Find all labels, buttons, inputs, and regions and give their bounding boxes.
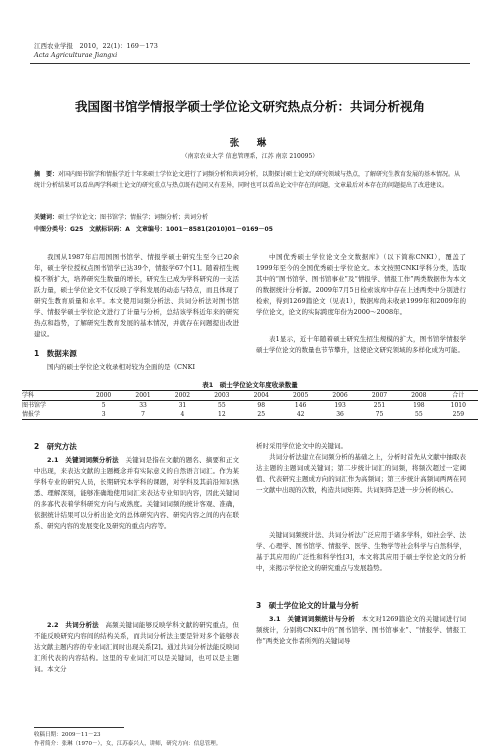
table-cell: 198 — [413, 402, 425, 409]
table-cell: 98 — [257, 402, 266, 409]
table-header-cell: 学科 — [22, 392, 35, 399]
table-cell: 图书馆学 — [22, 402, 47, 409]
abstract-text: 对国内图书馆学和情报学近十年来硕士学位论文进行了词频分析和共词分析，以期探讨硕士论文的研究领域与热点，了解研究生教育发展的基本情况。从统计分析结果可以看出两学科硕士论文的研究重点与热点既有趋同又有差异，同时也可以看出论文中存在的问题，文章最后对本存在的问题提出了改进建议。 — [34, 171, 461, 189]
table-header-cell: 2006 — [332, 392, 348, 399]
table-header-cell: 2007 — [371, 392, 388, 399]
section-2-heading: 2 研究方法 — [34, 442, 77, 451]
keywords — [34, 213, 464, 224]
data-source-paragraph: 中国优秀硕士学位论文全文数据库》（以下简称CNKI），覆盖了1999年至今的全国优秀硕士学位论文。本文按照CNKI学科分类，选取其中的“图书馆学、图书馆事业”及“情报学、情报工作”两类数据作为本文的数据统计分析源。2009年7月5日检索该库中存在上述两类中分别进行检索，得到1269篇论文（见表1），数据库尚未收录1999年和2009年的学位论文，论文的实际跨度年份为2000～2008年。 — [256, 253, 466, 316]
table-header-cell: 2005 — [293, 392, 309, 399]
table-header-cell: 合计 — [452, 392, 465, 399]
table-header-cell: 2002 — [174, 392, 191, 399]
table-cell: 75 — [375, 411, 384, 418]
table-cell: 12 — [218, 411, 226, 418]
method-application-paragraph: 关键词词频统计法、共词分析法广泛应用于诸多学科，如社会学、法学、心理学、图书馆学、情报学、医学、生物学等社会科学与自然科学，基于其应用的广泛性和科学性[3]，本文将其应用于硕士学位论文的分析中，来揭示学位论文的研究重点与发展趋势。 — [256, 531, 466, 572]
keywords-text: 硕士学位论文；图书馆学；情报学；词频分析；共词分析 — [58, 214, 209, 221]
table-header-cell: 2008 — [411, 392, 427, 399]
author-bio: 作者简介：张琳（1970－），女，江苏泰兴人，讲师，研究方向：信息管理。 — [34, 741, 222, 747]
table-row — [22, 410, 478, 420]
section-1-text: 国内的硕士学位论文收录相对较为全面的是《CNKI — [47, 363, 196, 371]
subsection-2-1-heading: 2.1 关键词词频分析法 — [47, 456, 119, 464]
table-summary-paragraph: 表1显示，近十年随着硕士研究生招生规模的扩大，图书馆学情报学硕士学位论文的数量也节节攀升，这使论文研究领域的多样化成为可能。 — [256, 335, 466, 354]
table-cell: 146 — [294, 402, 307, 409]
abstract — [34, 170, 464, 191]
subsection-2-2-heading: 2.2 共词分析法 — [47, 621, 99, 629]
received-date: 收稿日期：2009－11－23 — [34, 732, 101, 738]
author-name: 张 琳 — [229, 138, 271, 149]
section-3-heading: 3 硕士学位论文的计量与分析 — [256, 601, 359, 610]
subsection-2-1-text: 关键词是指在文献的题名、摘要和正文中出现，来表达文献的主题概念并有实际意义的自然语言词汇。作为某学科专业的研究人员，长期研究本学科的课题，对学科及其前沿知识熟悉、理解深刻，能够准确地使用词汇来表达专业知识内容，因此关键词的多寡代表着学科研究方向与成熟度。关键词词频的统计客观、准确，依据统计结果可以分析出论文的总体研究内容、研究内容之间的内在联系、研究内容的发展变化及研究的重点内容等。 — [34, 456, 240, 530]
article-title: 我国图书馆学情报学硕士学位论文研究热点分析：共词分析视角 — [74, 99, 425, 114]
table-header-cell: 2004 — [253, 392, 269, 399]
classification-line: 中图分类号：G25 文献标识码：A 文章编号：1001－8581(2010)01－0169－05 — [34, 226, 273, 233]
section-1-heading: 1 数据来源 — [34, 349, 77, 358]
subsection-2-1 — [34, 455, 239, 532]
subsection-3-1-text: 本文对1269篇论文的关键词进行词频统计，分别将CNKI中的“图书馆学、图书馆事业”、“情报学、情报工作”两类论文作者所列的关键词导 — [256, 615, 467, 645]
table-cell: 36 — [336, 411, 344, 418]
table-cell: 193 — [334, 402, 346, 409]
table-header-cell: 2003 — [214, 392, 230, 399]
table-cell: 31 — [178, 402, 187, 409]
table-cell: 7 — [141, 411, 145, 418]
table-cell: 251 — [373, 402, 386, 409]
table-cell: 33 — [139, 402, 147, 409]
journal-english-name: Acta Agriculturae Jiangxi — [34, 51, 118, 59]
footnote-rule — [34, 727, 124, 728]
table-cell: 25 — [257, 411, 266, 418]
table-cell: 1010 — [450, 402, 466, 409]
keywords-label: 关键词： — [34, 214, 59, 221]
table-header-cell: 2001 — [135, 392, 151, 399]
table-cell: 259 — [452, 411, 465, 418]
table-1-caption: 表1 硕士学位论文年度收录数量 — [202, 381, 298, 389]
table-cell: 55 — [218, 402, 226, 409]
subsection-3-1-heading: 3.1 关键词词频统计与分析 — [269, 615, 355, 623]
table-1 — [22, 390, 478, 420]
table-cell: 情报学 — [22, 411, 41, 418]
journal-citation: 江西农业学报 2010，22(1)：169－173 — [34, 42, 158, 50]
author-affiliation: （南京农业大学 信息管理系，江苏 南京 210095） — [181, 153, 319, 160]
table-cell: 5 — [101, 402, 106, 409]
co-word-method-paragraph: 共词分析法建立在词频分析的基础之上，分析时首先从文献中抽取表达主题的主题词或关键词；第二步统计词汇的词频，将频次超过一定阈值、代表研究主题成方向的词汇作为高频词；第三步统计高频词两两在同一文献中出现的次数，构造共词矩阵。共词矩阵是进一步分析的核心。 — [256, 453, 466, 494]
table-header-row — [22, 391, 478, 401]
table-cell: 3 — [101, 411, 106, 418]
table-cell: 4 — [180, 411, 185, 418]
subsection-2-2-text: 高频关键词能够反映学科文献的研究重点，但不能反映研究内容间的结构关系，而共词分析法主要是针对多个能够表达文献主题内容的专业词汇间时出现关系[2]。通过共词分析法能反映词汇所代表的内容结构。这里的专业词汇可以是关键词，也可以是主题词。本文分 — [34, 621, 240, 673]
header-rule — [30, 63, 470, 64]
abstract-label: 摘 要： — [34, 171, 59, 178]
intro-paragraph: 我国从1987年启用国图书馆学、情报学硕士研究生至今已20余年，硕士学位授权点图书馆学已达39个，情报学67个[1]。随着招生规模不断扩大，培养研究生数量的增长，研究生已成为学科研究的一支活跃力量，硕士学位论文不仅反映了学科发展的动态与特点，而且体现了研究生教育质量和水平。本文使用词频分析法、共词分析法对图书馆学、情报学硕士学位论文进行了计量与分析，总结该学科近年来的研究热点和趋势，了解研究生教育发展的基本情况，并就存在问题提出改进建议。 — [34, 253, 239, 338]
method-continuation: 析时采用学位论文中的关键词。 — [256, 442, 347, 450]
table-row — [22, 401, 478, 411]
table-cell: 42 — [296, 411, 305, 418]
table-header-cell: 2000 — [95, 392, 112, 399]
table-cell: 55 — [415, 411, 423, 418]
subsection-3-1 — [256, 614, 466, 647]
subsection-2-2 — [34, 620, 239, 675]
